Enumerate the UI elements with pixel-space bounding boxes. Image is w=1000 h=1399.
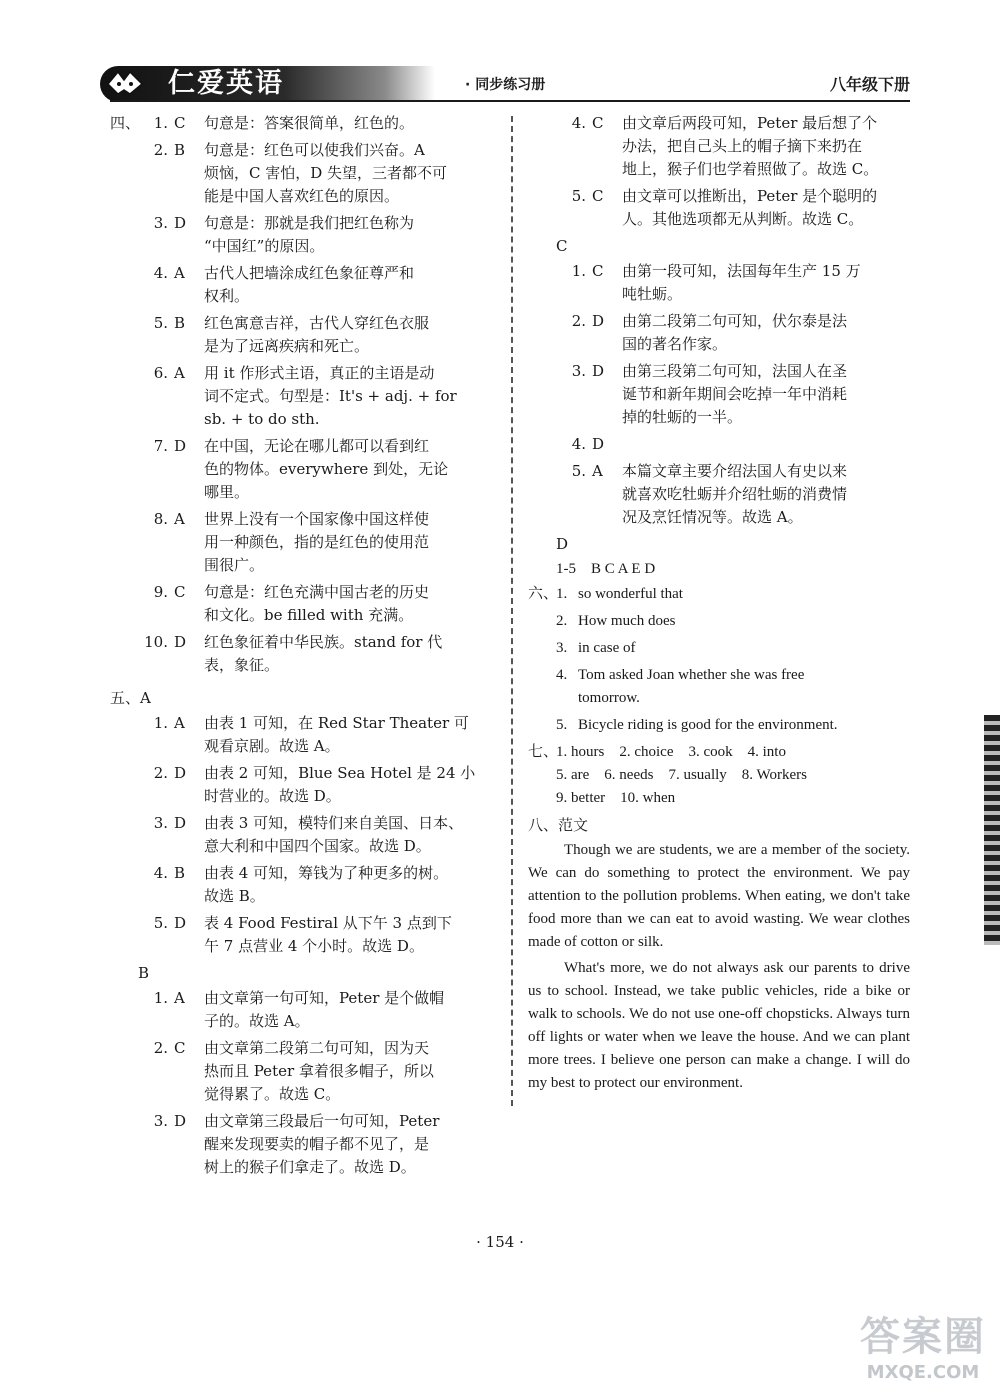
section-label [110, 987, 138, 1033]
answer-item [528, 637, 910, 660]
answer-letter: A [174, 989, 185, 1007]
answer-letter: D [174, 1112, 187, 1130]
question-number: 9. [153, 583, 168, 601]
answer-item [110, 362, 500, 431]
explanation-line: 诞节和新年期间会吃掉一年中消耗 [622, 385, 848, 403]
section-label [528, 112, 556, 181]
section-5-b-heading: B [138, 964, 150, 982]
explanation [578, 637, 910, 660]
section-label [528, 460, 556, 529]
question-number: 6. [153, 364, 168, 382]
answer-letter: C [174, 1039, 186, 1057]
question-number: 1. [153, 989, 168, 1007]
answer-item [110, 112, 500, 135]
explanation [622, 360, 910, 429]
explanation [204, 112, 500, 135]
question-number: 3. [571, 362, 586, 380]
explanation-line: 由表 4 可知，筹钱为了种更多的树。 [204, 864, 449, 882]
book-subtitle: · 同步练习册 [465, 77, 546, 93]
answer-letter: D [174, 437, 187, 455]
answer-item [110, 1037, 500, 1106]
explanation [204, 581, 500, 627]
explanation-line: 在中国，无论在哪儿都可以看到红 [204, 437, 430, 455]
answer-item [110, 139, 500, 208]
explanation-line: 由文章第三段最后一句可知，Peter [204, 1112, 440, 1130]
explanation-line: 烦恼，C 害怕，D 失望，三者都不可 [204, 164, 448, 182]
section-label [528, 637, 556, 660]
answer-item [528, 360, 910, 429]
page-header [100, 60, 910, 110]
explanation [204, 139, 500, 208]
explanation-line: 用 it 作形式主语，真正的主语是动 [204, 364, 435, 382]
section-label [110, 862, 138, 908]
watermark [860, 1305, 986, 1383]
explanation [204, 712, 500, 758]
explanation-line: 是为了远离疾病和死亡。 [204, 337, 370, 355]
answer-item [110, 262, 500, 308]
explanation-line: 由表 2 可知，Blue Sea Hotel 是 24 小 [204, 764, 476, 782]
fox-logo-icon [106, 68, 146, 98]
section-label [110, 508, 138, 577]
answer-letter: D [174, 214, 187, 232]
section-label [110, 1110, 138, 1179]
section-8-heading: 八、范文 [528, 816, 589, 834]
explanation-line: sb. + to do sth. [204, 410, 320, 428]
explanation [622, 310, 910, 356]
section-5-c-heading: C [556, 237, 568, 255]
grade-label: 八年级下册 [829, 75, 910, 94]
explanation-line: Tom asked Joan whether she was free [578, 667, 805, 683]
explanation-line: 故选 B。 [204, 887, 265, 905]
explanation-line: 世界上没有一个国家像中国这样使 [204, 510, 430, 528]
explanation [204, 508, 500, 577]
answer-item [528, 112, 910, 181]
question-number: 2. [153, 1039, 168, 1057]
answer-letter: B [174, 141, 186, 159]
section-7-line: 5. are 6. needs 7. usually 8. Workers [556, 767, 807, 783]
explanation-line: 古代人把墙涂成红色象征尊严和 [204, 264, 415, 282]
section-label [528, 360, 556, 429]
question-number: 5. [556, 717, 568, 733]
explanation-line: 子的。故选 A。 [204, 1012, 310, 1030]
explanation-line: 能是中国人喜欢红色的原因。 [204, 187, 400, 205]
answer-letter: C [174, 114, 186, 132]
answer-letter: D [592, 435, 605, 453]
question-number: 4. [153, 264, 168, 282]
explanation [204, 1037, 500, 1106]
explanation-line: 意大利和中国四个国家。故选 D。 [204, 837, 431, 855]
explanation [204, 262, 500, 308]
question-number: 1. [556, 586, 568, 602]
answer-letter: A [174, 510, 185, 528]
answer-item [110, 631, 500, 677]
section-label [110, 712, 138, 758]
section-5-c-list [528, 260, 910, 529]
section-label [528, 260, 556, 306]
explanation [204, 435, 500, 504]
section-label [110, 812, 138, 858]
answer-item [528, 583, 910, 606]
section-label: 六、 [528, 586, 559, 602]
explanation-line: 掉的牡蛎的一半。 [622, 408, 743, 426]
explanation-line: so wonderful that [578, 586, 683, 602]
explanation [204, 212, 500, 258]
question-number: 3. [153, 814, 168, 832]
essay-paragraph: What's more, we do not always ask our parents to drive us to school. Instead, we take public vehicles, ride a bike or walk to schools. We do not use one-off chopsticks. Always turn off lights or water when we leave the house. And we can plant more trees. I believe one person can make a change. I will do my best to protect our environment. [528, 960, 910, 1091]
question-number: 4. [571, 435, 586, 453]
section-7-label: 七、 [528, 744, 559, 760]
explanation-line: 由第三段第二句可知，法国人在圣 [622, 362, 848, 380]
answer-letter: C [592, 114, 604, 132]
section-label [110, 139, 138, 208]
answer-letter: B [174, 314, 186, 332]
explanation-line: 红色寓意吉祥，古代人穿红色衣服 [204, 314, 430, 332]
explanation [204, 312, 500, 358]
explanation-line: 由第二段第二句可知，伏尔泰是法 [622, 312, 848, 330]
question-number: 4. [556, 667, 568, 683]
section-label [528, 433, 556, 456]
section-5-a-list [110, 712, 500, 958]
question-number: 8. [153, 510, 168, 528]
section-label [528, 610, 556, 633]
section-label [528, 714, 556, 737]
explanation-line: 国的著名作家。 [622, 335, 728, 353]
answer-letter: A [592, 462, 603, 480]
explanation-line: “中国红”的原因。 [204, 237, 325, 255]
answer-letter: D [174, 814, 187, 832]
explanation-line: 况及烹饪情况等。故选 A。 [622, 508, 803, 526]
explanation [204, 862, 500, 908]
explanation-line: 表，象征。 [204, 656, 280, 674]
answer-item [110, 712, 500, 758]
section-5-d-answer: 1-5 B C A E D [556, 561, 656, 577]
question-number: 3. [153, 1112, 168, 1130]
explanation-line: 词不定式。句型是：It's + adj. + for [204, 387, 457, 405]
answer-item [528, 185, 910, 231]
question-number: 7. [153, 437, 168, 455]
explanation [622, 112, 910, 181]
section-7-line: 9. better 10. when [556, 790, 676, 806]
question-number: 4. [153, 864, 168, 882]
section-5-d-heading: D [556, 535, 569, 553]
answer-letter: C [592, 262, 604, 280]
explanation [204, 1110, 500, 1179]
explanation-line: 时营业的。故选 D。 [204, 787, 341, 805]
right-column [528, 112, 910, 1098]
answer-letter: D [592, 312, 605, 330]
explanation-line: 句意是：答案很简单，红色的。 [204, 114, 415, 132]
explanation-line: tomorrow. [578, 690, 640, 706]
section-7-row [528, 741, 910, 810]
answer-letter: D [174, 764, 187, 782]
section-label [110, 912, 138, 958]
section-label [528, 664, 556, 710]
section-6-list [528, 583, 910, 737]
explanation-line: 由文章第二段第二句可知，因为天 [204, 1039, 430, 1057]
explanation-line: 觉得累了。故选 C。 [204, 1085, 341, 1103]
answer-item [528, 664, 910, 710]
explanation-line: 地上，猴子们也学着照做了。故选 C。 [622, 160, 879, 178]
explanation-line: 和文化。be filled with 充满。 [204, 606, 414, 624]
section-4 [110, 112, 500, 677]
answer-letter: D [174, 914, 187, 932]
section-5-b-cont-list [528, 112, 910, 231]
answer-item [110, 1110, 500, 1179]
explanation-line: 句意是：那就是我们把红色称为 [204, 214, 415, 232]
answer-item [528, 460, 910, 529]
section-5-b-list [110, 987, 500, 1179]
question-number: 1. [571, 262, 586, 280]
explanation-line: 表 4 Food Festiral 从下午 3 点到下 [204, 914, 452, 932]
question-number: 2. [153, 764, 168, 782]
answer-item [110, 812, 500, 858]
answer-letter: A [174, 364, 185, 382]
book-title: 仁爱英语 [168, 68, 284, 99]
answer-item [110, 987, 500, 1033]
explanation-line: 色的物体。everywhere 到处，无论 [204, 460, 449, 478]
explanation-line: 人。其他选项都无从判断。故选 C。 [622, 210, 864, 228]
answer-letter: D [592, 362, 605, 380]
explanation [204, 762, 500, 808]
section-label [110, 1037, 138, 1106]
explanation-line: 由文章后两段可知，Peter 最后想了个 [622, 114, 878, 132]
explanation-line: 吨牡蛎。 [622, 285, 683, 303]
answer-item [110, 581, 500, 627]
essay-paragraph: Though we are students, we are a member of the society. We can do something to protect the environment. We pay attention to the pollution problems. When eating, we don't take food more than we can eat to avoid wasting. We wear clothes made of cotton or silk. [528, 842, 910, 950]
answer-item [528, 714, 910, 737]
page-edge-marks [984, 715, 1000, 945]
answer-letter: C [592, 187, 604, 205]
section-label [110, 212, 138, 258]
question-number: 5. [571, 187, 586, 205]
answer-item [110, 508, 500, 577]
section-6 [528, 583, 910, 737]
explanation-line: 由表 3 可知，模特们来自美国、日本、 [204, 814, 464, 832]
explanation-line: 办法，把自己头上的帽子摘下来扔在 [622, 137, 863, 155]
explanation-line: 哪里。 [204, 483, 250, 501]
answer-item [528, 433, 910, 456]
answer-item [528, 260, 910, 306]
section-label [110, 262, 138, 308]
explanation [622, 185, 910, 231]
question-number: 3. [556, 640, 568, 656]
explanation-line: in case of [578, 640, 636, 656]
header-rule [110, 100, 910, 102]
answer-letter: D [174, 633, 187, 651]
page-number: · 154 · [476, 1233, 524, 1251]
watermark-url: MXQE.COM [866, 1362, 980, 1383]
answer-item [110, 212, 500, 258]
explanation-line: 观看京剧。故选 A。 [204, 737, 340, 755]
section-7 [528, 741, 910, 810]
explanation [622, 260, 910, 306]
explanation [204, 812, 500, 858]
question-number: 5. [571, 462, 586, 480]
section-label [110, 435, 138, 504]
answer-item [528, 610, 910, 633]
answer-item [110, 762, 500, 808]
question-number: 1. [153, 114, 168, 132]
question-number: 2. [556, 613, 568, 629]
explanation-line: 句意是：红色可以使我们兴奋。A [204, 141, 425, 159]
answer-letter: B [174, 864, 186, 882]
explanation [622, 433, 910, 456]
explanation-line: 由文章可以推断出，Peter 是个聪明的 [622, 187, 878, 205]
explanation-line: 围很广。 [204, 556, 265, 574]
explanation-line: 用一种颜色，指的是红色的使用范 [204, 533, 430, 551]
explanation-line: 由文章第一句可知，Peter 是个做帽 [204, 989, 445, 1007]
question-number: 1. [153, 714, 168, 732]
explanation-line: 热而且 Peter 拿着很多帽子，所以 [204, 1062, 434, 1080]
section-label [110, 581, 138, 627]
explanation-line: 午 7 点营业 4 个小时。故选 D。 [204, 937, 424, 955]
explanation-line: 就喜欢吃牡蛎并介绍牡蛎的消费情 [622, 485, 848, 503]
explanation [578, 583, 910, 606]
column-divider [511, 116, 513, 1106]
question-number: 4. [571, 114, 586, 132]
question-number: 3. [153, 214, 168, 232]
section-label [528, 310, 556, 356]
question-number: 10. [144, 633, 168, 651]
explanation [204, 362, 500, 431]
answer-letter: C [174, 583, 186, 601]
explanation-line: 树上的猴子们拿走了。故选 D。 [204, 1158, 416, 1176]
section-7-line: 1. hours 2. choice 3. cook 4. into [556, 744, 786, 760]
explanation-line: 权利。 [204, 287, 250, 305]
explanation-line: Bicycle riding is good for the environment. [578, 717, 838, 733]
explanation-line: 由表 1 可知，在 Red Star Theater 可 [204, 714, 469, 732]
question-number: 2. [571, 312, 586, 330]
answer-item [528, 310, 910, 356]
explanation [204, 912, 500, 958]
explanation-line: 句意是：红色充满中国古老的历史 [204, 583, 430, 601]
section-label [110, 312, 138, 358]
question-number: 2. [153, 141, 168, 159]
section-label [110, 362, 138, 431]
answer-item [110, 312, 500, 358]
answer-letter: A [174, 264, 185, 282]
explanation [578, 714, 910, 737]
section-4-list [110, 112, 500, 677]
answer-letter: A [174, 714, 185, 732]
model-essay [528, 839, 910, 1095]
section-label [528, 185, 556, 231]
explanation-line: 醒来发现要卖的帽子都不见了，是 [204, 1135, 430, 1153]
explanation [578, 610, 910, 633]
section-label: 四、 [110, 114, 141, 132]
explanation-line: 本篇文章主要介绍法国人有史以来 [622, 462, 848, 480]
watermark-logo: 答案圈 [860, 1314, 986, 1360]
section-5-a-heading: 五、A [110, 689, 151, 707]
answer-item [110, 435, 500, 504]
explanation [204, 631, 500, 677]
explanation [204, 987, 500, 1033]
left-column [110, 112, 500, 1183]
explanation [578, 664, 910, 710]
explanation-line: 红色象征着中华民族。stand for 代 [204, 633, 443, 651]
logo-band [100, 66, 435, 102]
explanation-line: How much does [578, 613, 676, 629]
explanation-line: 由第一段可知，法国每年生产 15 万 [622, 262, 861, 280]
question-number: 5. [153, 914, 168, 932]
section-label [110, 762, 138, 808]
answer-item [110, 912, 500, 958]
explanation [622, 460, 910, 529]
section-label [110, 631, 138, 677]
question-number: 5. [153, 314, 168, 332]
answer-item [110, 862, 500, 908]
